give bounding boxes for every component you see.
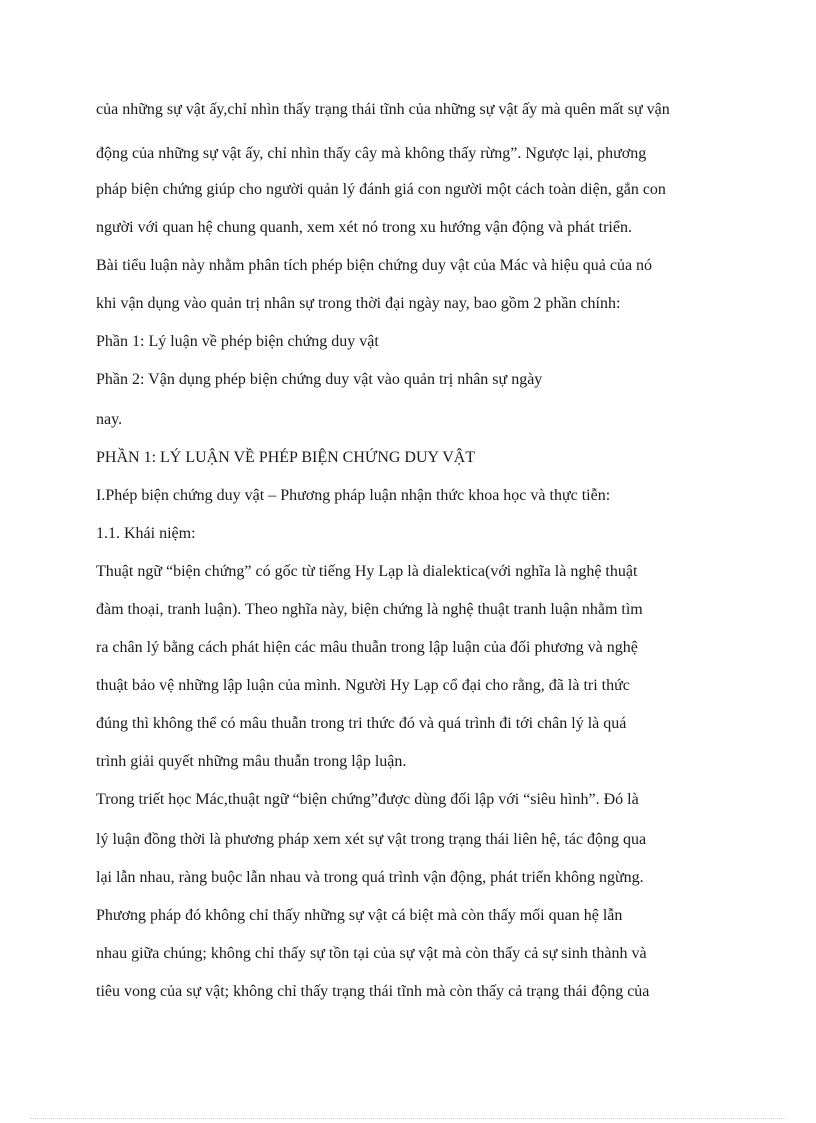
text-line: Bài tiểu luận này nhằm phân tích phép biện chứng duy vật của Mác và hiệu quả của nó — [96, 257, 653, 274]
text-line: khi vận dụng vào quản trị nhân sự trong thời đại ngày nay, bao gồm 2 phần chính: — [96, 295, 621, 312]
text-line: lý luận đồng thời là phương pháp xem xét sự vật trong trạng thái liên hệ, tác động qua — [96, 831, 647, 848]
text-line: Phương pháp đó không chỉ thấy những sự vật cá biệt mà còn thấy mối quan hệ lẫn — [96, 907, 623, 924]
text-line: Phần 2: Vận dụng phép biện chứng duy vật vào quản trị nhân sự ngày — [96, 371, 543, 388]
text-line: trình giải quyết những mâu thuẫn trong lập luận. — [96, 753, 407, 770]
text-line: nhau giữa chúng; không chỉ thấy sự tồn tại của sự vật mà còn thấy cả sự sinh thành và — [96, 945, 647, 962]
text-line: đúng thì không thể có mâu thuẫn trong tri thức đó và quá trình đi tới chân lý là quá — [96, 715, 627, 732]
text-line: người với quan hệ chung quanh, xem xét nó trong xu hướng vận động và phát triển. — [96, 219, 632, 236]
text-line: Phần 1: Lý luận về phép biện chứng duy vật — [96, 333, 379, 350]
subsection-heading: I.Phép biện chứng duy vật – Phương pháp luận nhận thức khoa học và thực tiễn: — [96, 487, 611, 504]
text-line: ra chân lý bằng cách phát hiện các mâu thuẫn trong lập luận của đối phương và nghệ — [96, 639, 638, 656]
text-line: nay. — [96, 411, 123, 428]
text-line: pháp biện chứng giúp cho người quản lý đánh giá con người một cách toàn diện, gắn con — [96, 181, 666, 198]
text-line: Thuật ngữ “biện chứng” có gốc từ tiếng Hy Lạp là dialektica(với nghĩa là nghệ thuật — [96, 563, 638, 580]
text-line: động của những sự vật ấy, chỉ nhìn thấy cây mà không thấy rừng”. Ngược lại, phương — [96, 145, 647, 162]
section-heading: PHẦN 1: LÝ LUẬN VỀ PHÉP BIỆN CHỨNG DUY VẬT — [96, 449, 476, 466]
text-line: của những sự vật ấy,chỉ nhìn thấy trạng thái tĩnh của những sự vật ấy mà quên mất sự vận — [96, 101, 670, 118]
subsection-heading: 1.1. Khái niệm: — [96, 525, 196, 542]
text-line: Trong triết học Mác,thuật ngữ “biện chứng”được dùng đối lập với “siêu hình”. Đó là — [96, 791, 639, 808]
text-line: đàm thoại, tranh luận). Theo nghĩa này, biện chứng là nghệ thuật tranh luận nhằm tìm — [96, 601, 643, 618]
text-line: thuật bảo vệ những lập luận của mình. Người Hy Lạp cổ đại cho rằng, đã là tri thức — [96, 677, 630, 694]
page-bottom-divider — [30, 1118, 786, 1119]
text-line: lại lẫn nhau, ràng buộc lẫn nhau và trong quá trình vận động, phát triển không ngừng. — [96, 869, 644, 886]
text-line: tiêu vong của sự vật; không chỉ thấy trạng thái tĩnh mà còn thấy cả trạng thái động của — [96, 983, 650, 1000]
